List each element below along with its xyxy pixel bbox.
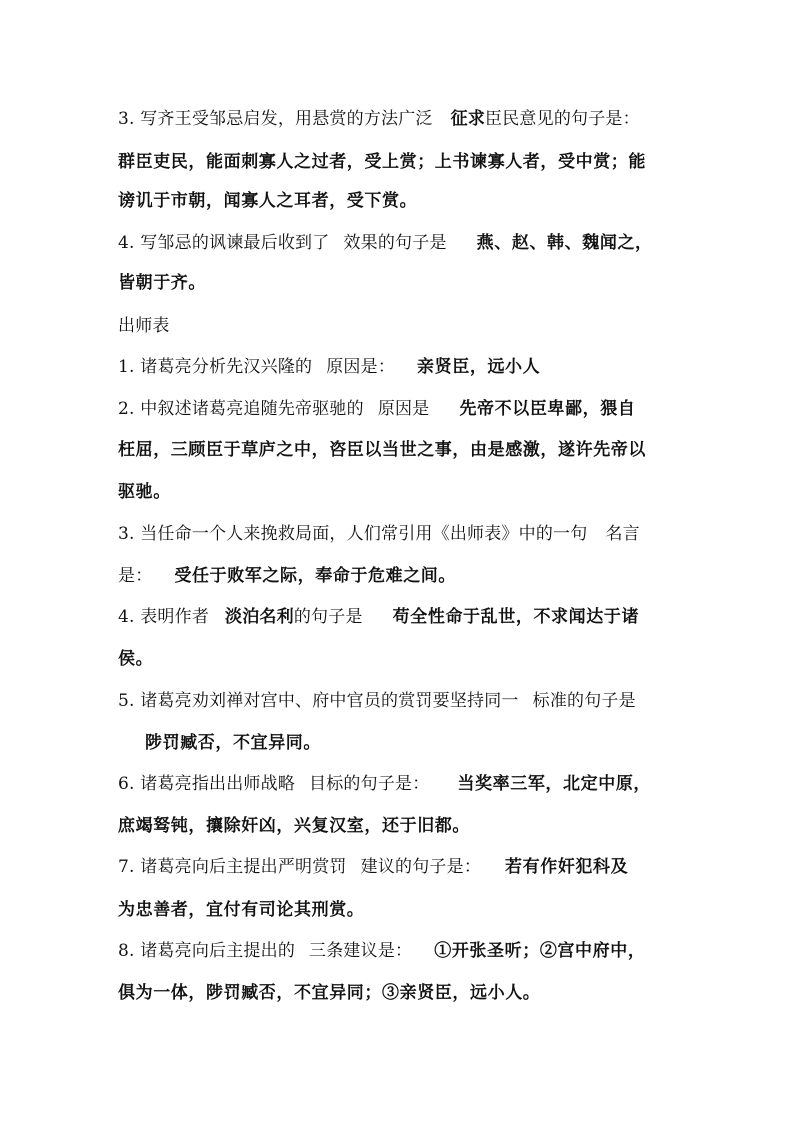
cs2-question-tail: 原因是 [377, 399, 430, 419]
cs4-question-line [118, 605, 708, 629]
cs3-question-line [118, 522, 708, 546]
cs2-answer-start: 先帝不以臣卑鄙，猥自 [459, 399, 636, 419]
cs6-answer-line2: 庶竭驽钝，攘除奸凶，兴复汉室，还于旧都。 [118, 816, 470, 836]
cs7-answer-line2: 为忠善者，宜付有司论其刑赏。 [118, 900, 365, 920]
cs1-question: 1. 诸葛亮分析先汉兴隆的 [118, 357, 313, 377]
cs6-question: 6. 诸葛亮指出出师战略 [118, 774, 296, 794]
cs3-question-keyword: 名言 [605, 524, 640, 544]
cs1-question-tail: 原因是： [326, 357, 396, 377]
cs4-question-tail: 的句子是 [293, 607, 363, 627]
cs8-answer-line2: 俱为一体，陟罚臧否，不宜异同；③亲贤臣，远小人。 [118, 983, 541, 1003]
cs6-question-tail: 目标的句子是： [309, 774, 430, 794]
item3-question-part2: 臣民意见的句子是： [485, 109, 640, 129]
cs5-question-keyword: 标准 [532, 691, 568, 711]
cs3-question-tail: 是： [118, 566, 153, 586]
cs1-answer: 亲贤臣，远小人 [417, 357, 541, 377]
cs7-answer-start: 若有作奸犯科及 [505, 857, 629, 877]
cs8-question-tail: 三条建议是： [309, 941, 413, 961]
item3-answer-line1: 群臣吏民，能面刺寡人之过者，受上赏；上书谏寡人者，受中赏；能 [118, 152, 646, 172]
cs7-question: 7. 诸葛亮向后主提出严明赏罚 [118, 857, 347, 877]
section-title: 出师表 [118, 316, 170, 336]
cs5-question-tail: 的句子是 [567, 691, 636, 711]
cs2-question: 2. 中叙述诸葛亮追随先帝驱驰的 [118, 399, 364, 419]
cs5-question-line [118, 689, 708, 713]
cs3-answer-line [118, 564, 708, 588]
item4-question-part2: 的句子是 [377, 233, 447, 253]
item3-question-keyword: 征求 [450, 109, 486, 129]
cs8-answer-start: ①开张圣听；②宫中府中， [434, 941, 646, 961]
cs7-question-tail: 建议的句子是： [360, 857, 482, 877]
item4-question-line [118, 231, 708, 255]
item4-question-keyword: 效果 [343, 233, 378, 253]
item3-answer-line2: 谤讥于市朝，闻寡人之耳者，受下赏。 [118, 191, 418, 211]
cs2-question-line [118, 397, 708, 421]
cs8-question: 8. 诸葛亮向后主提出的 [118, 941, 296, 961]
cs5-answer: 陟罚臧否，不宜异同。 [145, 733, 321, 753]
cs4-answer-line2: 侯。 [118, 649, 154, 669]
cs6-answer-start: 当奖率三军，北定中原， [457, 774, 652, 794]
item3-question-part1: 3. 写齐王受邹忌启发，用悬赏的方法广泛 [118, 109, 433, 129]
cs4-answer-start: 苟全性命于乱世，不求闻达于诸 [392, 607, 640, 627]
cs5-question: 5. 诸葛亮劝刘禅对宫中、府中官员的赏罚要坚持同一 [118, 691, 519, 711]
cs1-line [118, 355, 708, 379]
cs3-answer: 受任于败军之际，奉命于危难之间。 [174, 566, 457, 586]
item4-answer-line2: 皆朝于齐。 [118, 273, 206, 293]
cs4-question-keyword: 淡泊名利 [225, 607, 294, 627]
cs4-question: 4. 表明作者 [118, 607, 210, 627]
cs2-answer-line2: 枉屈，三顾臣于草庐之中，咨臣以当世之事，由是感激，遂许先帝以 [118, 440, 646, 460]
item4-answer-start: 燕、赵、韩、魏闻之， [476, 233, 653, 253]
cs2-answer-line3: 驱驰。 [118, 482, 171, 502]
cs6-question-line [118, 772, 708, 796]
item4-question-part1: 4. 写邹忌的讽谏最后收到了 [118, 233, 330, 253]
cs8-question-line [118, 939, 708, 963]
item3-question-line [118, 107, 708, 131]
cs3-question: 3. 当任命一个人来挽救局面，人们常引用《出师表》中的一句 [118, 524, 588, 544]
cs7-question-line [118, 855, 708, 879]
